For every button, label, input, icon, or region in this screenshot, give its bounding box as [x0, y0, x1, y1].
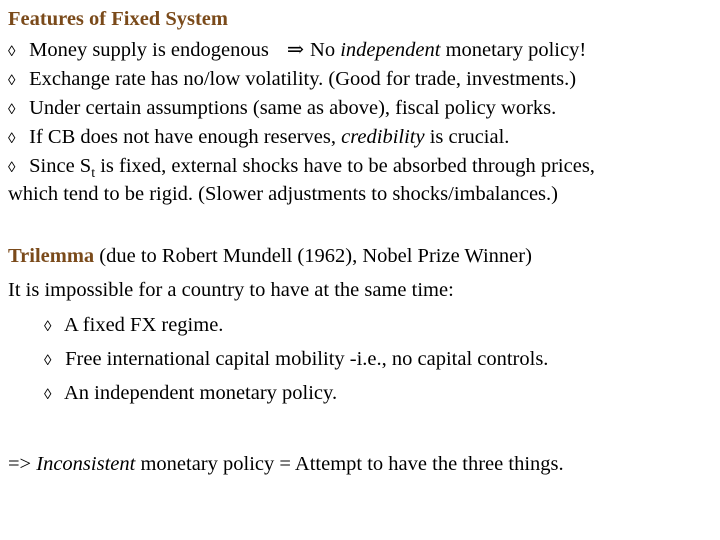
bullet-diamond-icon: ◊ [8, 102, 16, 118]
feature-bullet-2: ◊ Exchange rate has no/low volatility. (Good for trade, investments.) [8, 67, 576, 93]
features-title: Features of Fixed System [8, 8, 228, 30]
bullet-diamond-icon: ◊ [8, 44, 16, 60]
feature-bullet-5-continuation: which tend to be rigid. (Slower adjustments to shocks/imbalances.) [8, 183, 558, 205]
trilemma-term: Trilemma [8, 245, 95, 267]
conclusion: => Inconsistent monetary policy = Attempt to have the three things. [8, 453, 564, 475]
feature-bullet-1: ◊ Money supply is endogenous ⇒ No independent monetary policy! [8, 38, 586, 64]
bullet-diamond-icon: ◊ [8, 73, 16, 89]
feature-bullet-3: ◊ Under certain assumptions (same as above), fiscal policy works. [8, 96, 556, 122]
trilemma-heading [8, 244, 532, 268]
bullet-diamond-icon: ◊ [44, 353, 52, 369]
feature-bullet-4: ◊ If CB does not have enough reserves, credibility is crucial. [8, 125, 509, 151]
implies-arrow-icon: ⇒ [286, 39, 305, 61]
bullet-diamond-icon: ◊ [8, 131, 16, 147]
trilemma-item-1: ◊ A fixed FX regime. [44, 313, 223, 339]
trilemma-item-3: ◊ An independent monetary policy. [44, 381, 337, 407]
bullet-diamond-icon: ◊ [44, 387, 52, 403]
bullet-diamond-icon: ◊ [8, 160, 16, 176]
trilemma-attribution: (due to Robert Mundell (1962), Nobel Prize Winner) [94, 245, 532, 267]
bullet-diamond-icon: ◊ [44, 319, 52, 335]
trilemma-item-2: ◊ Free international capital mobility -i.e., no capital controls. [44, 347, 548, 373]
feature-bullet-5: ◊ Since $S_t$ is fixed, external shocks have to be absorbed through prices, [8, 155, 595, 182]
trilemma-intro: It is impossible for a country to have at the same time: [8, 279, 454, 301]
